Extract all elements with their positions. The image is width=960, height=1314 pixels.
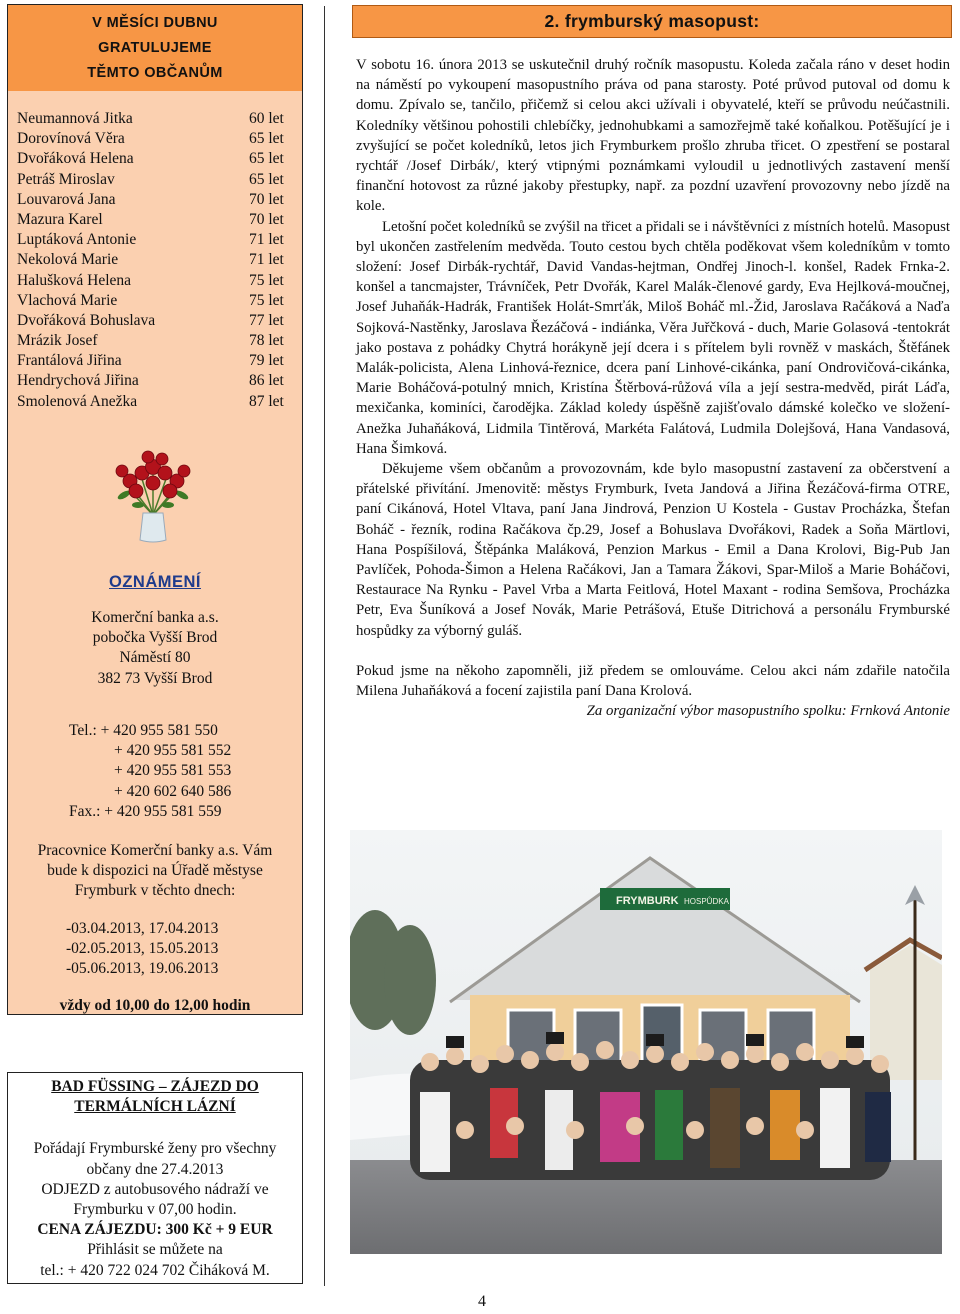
birthday-name: Petráš Miroslav (17, 170, 115, 188)
phone-list (69, 721, 231, 822)
birthday-row (17, 291, 297, 311)
date-line: -02.05.2013, 15.05.2013 (66, 940, 219, 958)
office-dates (66, 919, 218, 980)
birthday-name: Nekolová Marie (17, 251, 119, 269)
birthday-age: 77 let (249, 311, 284, 329)
birthday-age: 75 let (249, 271, 284, 289)
birthday-row (17, 371, 297, 391)
article-paragraph: V sobotu 16. února 2013 se uskutečnil druhý ročník masopustu. Koleda začala ráno v deset hodin na náměstí po vykoupení masopustního práva od pana starosty. Poté průvod putoval od domu k domu. Zpívalo se, tančilo, přičemž si celou akci užívali i obyvatelé, kteří se průvodu neúčastnili. Koledníky většinou pohostili chlebíčky, jednohubkami a samozřejmě také koňalkou. Potěšující je i zvyšující se počet koledníků, letos jich Frymburkem prošlo zhruba třicet. O zpestření se postaral rychtář /Josef Dirbák/, který vtipnými poznámkami vyloudil u jednotlivých zastavení menší finanční hotovost za různé jakoby přestupky, např. za pozdní uzavření provozovny nebo jízdě na kole. (356, 57, 950, 215)
rose-bouquet-image (108, 445, 198, 545)
office-line: Frymburk v těchto dnech: (74, 882, 236, 900)
birthday-name: Dorovínová Věra (17, 130, 125, 148)
article-signature: Za organizační výbor masopustního spolku: Frnková Antonie (586, 703, 950, 720)
birthday-name: Luptáková Antonie (17, 231, 137, 249)
trip-line: Frymburku v 07,00 hodin. (73, 1201, 237, 1219)
birthday-row (17, 392, 297, 412)
office-hours-text (8, 841, 302, 902)
date-line: -03.04.2013, 17.04.2013 (66, 920, 219, 937)
article-body (356, 55, 950, 722)
phone-line: Tel.: + 420 955 581 550 (69, 722, 218, 739)
birthday-age: 71 let (249, 251, 284, 269)
bank-city: 382 73 Vyšší Brod (97, 669, 213, 687)
birthday-age: 87 let (249, 392, 284, 410)
birthday-age: 65 let (249, 150, 284, 168)
birthday-row (17, 129, 297, 149)
trip-line: Pořádají Frymburské ženy pro všechny (33, 1140, 277, 1158)
trip-line: ODJEZD z autobusového nádraží ve (41, 1180, 269, 1198)
page-number: 4 (478, 1293, 486, 1310)
carnival-group-photo (350, 830, 942, 1254)
birthday-age: 75 let (249, 291, 284, 309)
birthday-name: Dvořáková Helena (17, 150, 134, 168)
birthday-row (17, 149, 297, 169)
date-line: -05.06.2013, 19.06.2013 (66, 960, 219, 978)
bank-branch: pobočka Vyšší Brod (92, 629, 218, 647)
birthday-age: 70 let (249, 190, 284, 208)
birthday-name: Halušková Helena (17, 271, 132, 289)
birthday-row (17, 109, 297, 129)
column-divider (324, 6, 325, 1286)
phone-line: + 420 602 640 586 (114, 782, 232, 800)
office-line: Pracovnice Komerční banky a.s. Vám (37, 842, 273, 859)
birthday-age: 86 let (249, 372, 284, 390)
birthday-name: Hendrychová Jiřina (17, 372, 139, 390)
birthday-name: Neumannová Jitka (17, 110, 133, 127)
notice-section (8, 573, 302, 689)
office-hours: vždy od 10,00 do 12,00 hodin (59, 997, 251, 1014)
birthday-age: 65 let (249, 170, 284, 188)
trip-body (8, 1139, 302, 1280)
birthday-row (17, 351, 297, 371)
birthday-row (17, 250, 297, 270)
fax-line: Fax.: + 420 955 581 559 (69, 802, 222, 820)
notice-title: OZNÁMENÍ (109, 573, 201, 591)
birthday-name: Mazura Karel (17, 210, 103, 228)
trip-contact: tel.: + 420 722 024 702 Čiháková M. (40, 1261, 270, 1279)
birthday-row (17, 230, 297, 250)
birthday-age: 65 let (249, 130, 284, 148)
birthday-name: Vlachová Marie (17, 291, 118, 309)
phone-line: + 420 955 581 552 (114, 742, 232, 760)
birthday-row (17, 311, 297, 331)
birthday-header (8, 5, 302, 91)
birthday-name: Louvarová Jana (17, 190, 116, 208)
trip-box (7, 1072, 303, 1284)
trip-price: CENA ZÁJEZDU: 300 Kč + 9 EUR (37, 1221, 273, 1239)
trip-line: občany dne 27.4.2013 (86, 1160, 224, 1178)
birthday-name: Smolenová Anežka (17, 392, 138, 410)
birthday-header-line: TĚMTO OBČANŮM (87, 64, 223, 81)
birthday-header-line: V MĚSÍCI DUBNU (92, 15, 218, 32)
trip-title-line: TERMÁLNÍCH LÁZNÍ (74, 1098, 236, 1116)
birthday-row (17, 331, 297, 351)
birthday-box (7, 4, 303, 1015)
trip-title (8, 1077, 302, 1117)
birthday-row (17, 190, 297, 210)
birthday-age: 79 let (249, 352, 284, 370)
article-paragraph: Letošní počet koledníků se zvýšil na třicet a přidali se i návštěvníci z místních hotelů. Masopust byl ukončen zastřelením medvěda. Touto cestou bych chtěla poděkovat všem koledníkům v tomto složení: Josef Dirbák-rychtář, David Vandas-hejtman, Ondřej Jinoch-l. konšel, Radek Frnka-2. konšel a tancmajster, Trávníček, Petr Dvořák, Karel Malák-členové gardy, Eva Hejlková-moučnej, Josef Juhaňák-Hadrák, František Holát-Smrťák, Miloš Boháč ml.-Žid, Jaroslava Račáková a Naďa Sojková-Nastěnky, Jaroslava Řezáčová - indiánka, Věra Juřčková - duch, Marie Golasová -tentokrát jako postava z pohádky Chytrá horákyně její dcera i s přítelem byli rovněž v maskách, Štěfánek Malák-policista, Alena Linhová-řeznice, dcera paní Linhové-cikánka, paní Ondrovičová-cikánka, Marie Boháčová-potulný mnich, Kristína Štěrbová-růžová víla a její sestra-medvěd, pirát Láďa, mexičanka, kominíci, čarodějka. Základ koledy úspěšně zajišťovalo dámské kolečko ve složení- Anežka Juhaňáková, Lidmila Tintěrová, Markéta Falátová, Ludmila Dolejšová, Hana Vandasová, Hana Šimková. (356, 218, 950, 457)
phone-line: + 420 955 581 553 (114, 762, 232, 780)
bank-name: Komerční banka a.s. (91, 609, 219, 626)
birthday-age: 78 let (249, 332, 284, 350)
article-paragraph: Děkujeme všem občanům a provozovnám, kde bylo masopustní zastavení za občerstvení a přátelské přivítání. Jmenovitě: městys Frymburk, Iveta Jandová a Jiřina Řezáčová-firma OTRE, paní Cikánová, Hotel Vltava, paní Jana Jindrová, Penzion U Kostela - Gustav Procházka, Štefan Boháč - řezník, rodina Račákova čp.29, Josef a Bohuslava Dvořákovi, Radek a Soňa Märtlovi, Hana Pospíšilová, Štěpánka Maláková, Penzion Markus - Emil a Dana Krolovi, Big-Pub Jan Pavlíček, Pohoda-Šimon a Helena Račákovi, Jan a Tamara Žákovi, Spar-Miloš a Marie Boháčovi, Restaurace Na Rynku - Pavel Vrba a Marta Feitlová, Hotel Maxant - rodina Semšova, Procházka Petr, Eva Šuníková a Josef Novák, Marie Petrášová, Etuše Ditrichová a personálu Frymburské hospůdky za výborný guláš. (356, 461, 950, 639)
photo-sign-frymburk: FRYMBURK (616, 895, 679, 907)
trip-title-line: BAD FÜSSING – ZÁJEZD DO (51, 1078, 259, 1095)
photo-sign-hospudka: HOSPŮDKA (684, 897, 729, 906)
birthday-age: 71 let (249, 231, 284, 249)
birthday-list (17, 109, 297, 412)
article-heading: 2. frymburský masopust: (352, 5, 952, 38)
article-paragraph: Pokud jsme na někoho zapomněli, již předem se omlouváme. Celou akci nám zdařile natočila Milena Juhaňáková a focení zajistila paní Dana Krolová. (356, 662, 950, 700)
birthday-row (17, 170, 297, 190)
birthday-age: 60 let (249, 110, 284, 127)
bank-street: Náměstí 80 (119, 649, 191, 667)
birthday-name: Frantálová Jiřina (17, 352, 122, 370)
trip-line: Přihlásit se můžete na (87, 1241, 223, 1259)
office-line: bude k dispozici na Úřadě městyse (47, 862, 263, 880)
birthday-name: Dvořáková Bohuslava (17, 311, 156, 329)
birthday-row (17, 271, 297, 291)
birthday-name: Mrázik Josef (17, 332, 98, 350)
birthday-age: 70 let (249, 210, 284, 228)
birthday-header-line: GRATULUJEME (98, 39, 212, 56)
birthday-row (17, 210, 297, 230)
